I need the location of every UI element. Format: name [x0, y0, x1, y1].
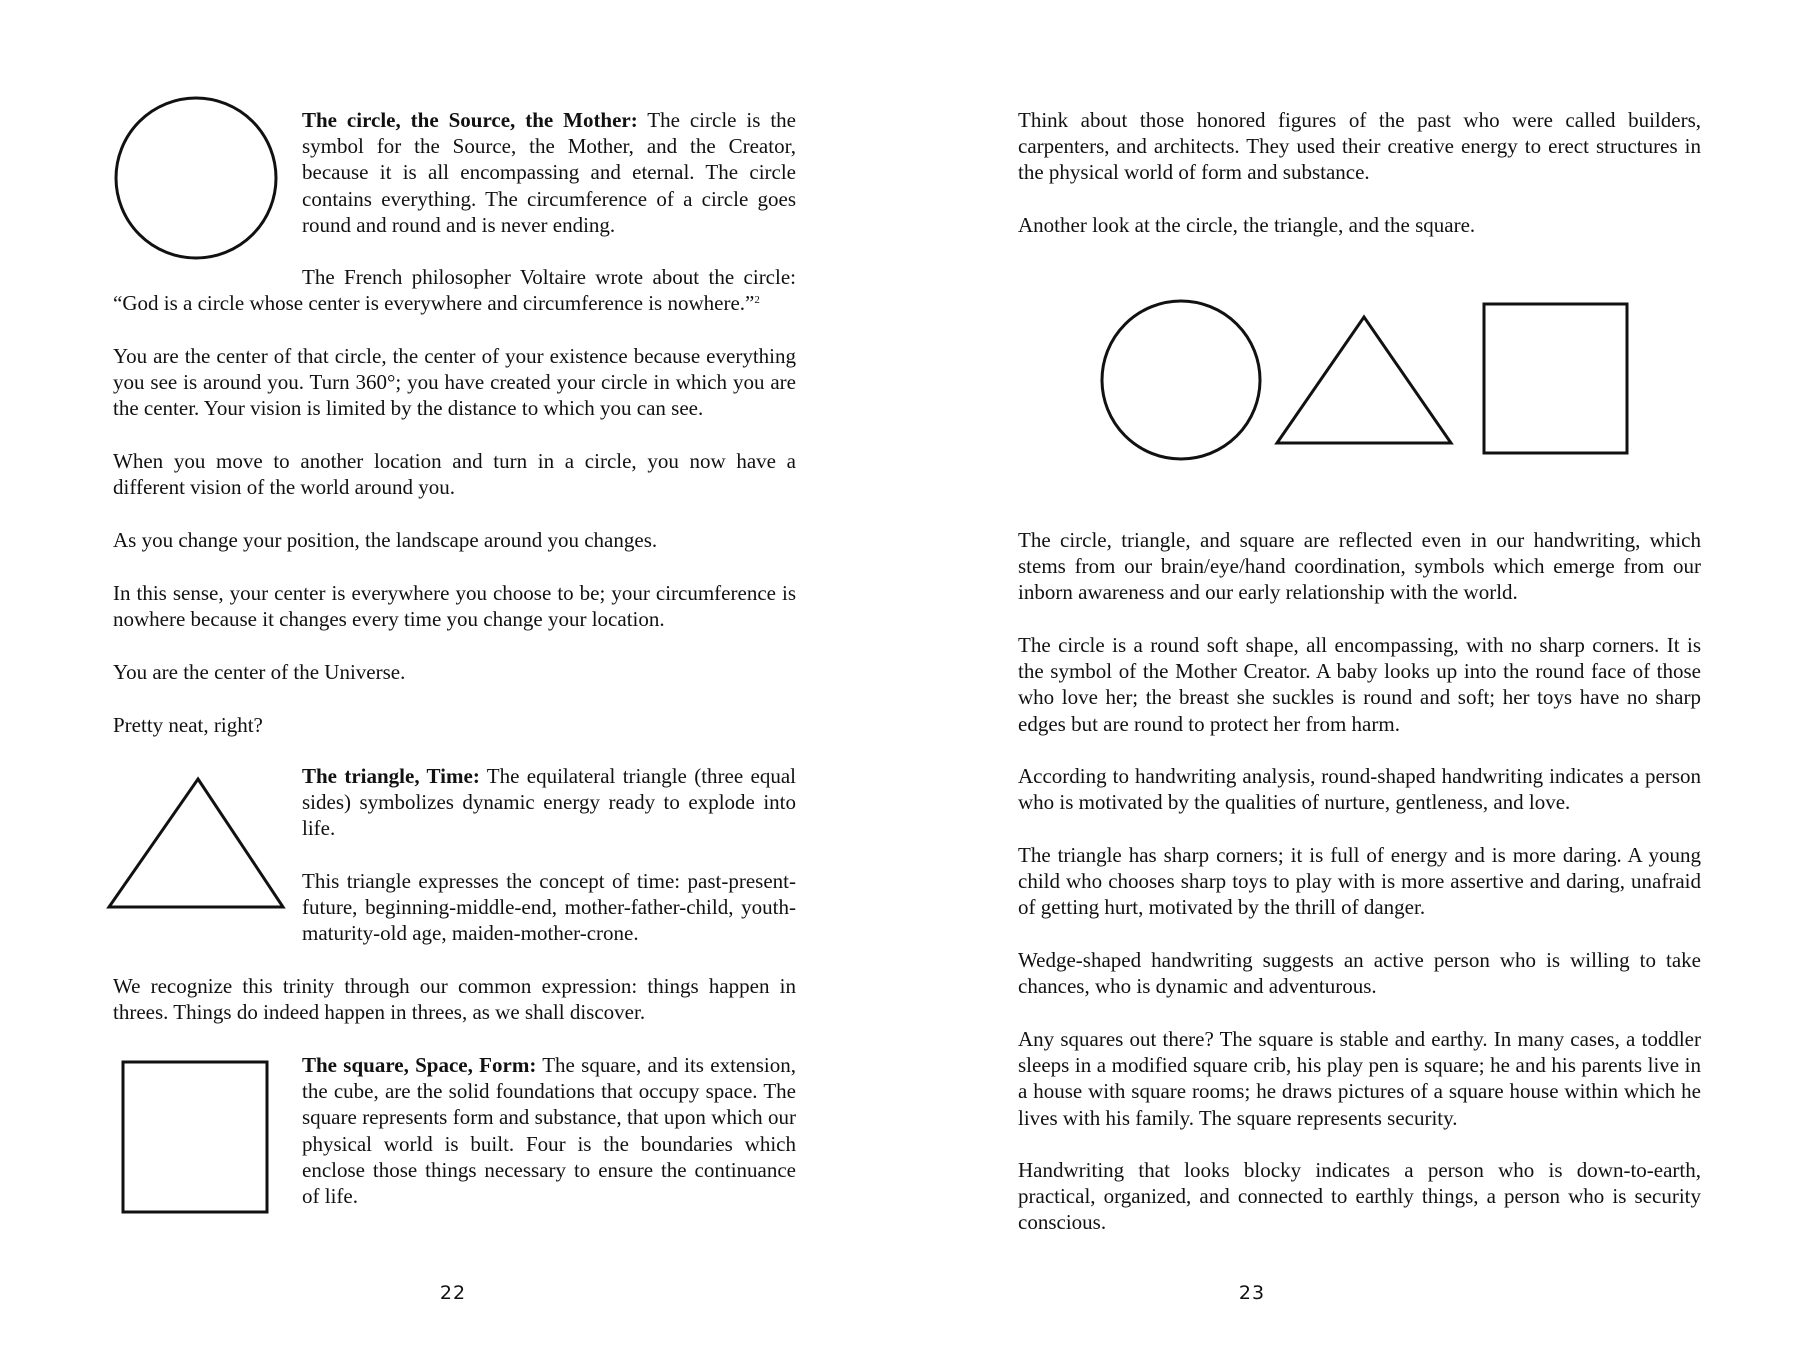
- paragraph-another-look: Another look at the circle, the triangle, and the square.: [1018, 213, 1476, 237]
- triangle-section-body: The equilateral triangle (three equal sides) symbolizes dynamic energy ready to explode into life.: [302, 764, 796, 841]
- circle-section-heading: The circle, the Source, the Mother:: [302, 108, 638, 132]
- square-figure-small: [1482, 302, 1630, 456]
- trinity-paragraph: We recognize this trinity through our common expression: things happen in threes. Things do indeed happen in threes, as we shall discover.: [113, 974, 796, 1025]
- triangle-time-paragraph: This triangle expresses the concept of time: past-present-future, beginning-middle-end, mother-father-child, youth-maturity-old age, maiden-mother-crone.: [302, 869, 796, 946]
- square-section-paragraph: [302, 1052, 796, 1209]
- circle-section-body: The circle is the symbol for the Source, the Mother, and the Creator, because it is all encompassing and eternal. The circle contains everything. The circumference of a circle goes round and round and is never ending.: [302, 108, 796, 237]
- paragraph-blocky-handwriting: Handwriting that looks blocky indicates a person who is down-to-earth, practical, organized, and connected to earthly things, a person who is security conscious.: [1018, 1158, 1701, 1235]
- paragraph-builders: Think about those honored figures of the past who were called builders, carpenters, and architects. They used their creative energy to erect structures in the physical world of form and substance.: [1018, 108, 1701, 185]
- voltaire-quote: The French philosopher Voltaire wrote about the circle: “God is a circle whose center is everywhere and circumference is nowhere.”: [113, 265, 796, 316]
- paragraph-pretty-neat: Pretty neat, right?: [113, 713, 263, 737]
- paragraph-center-of-universe: You are the center of the Universe.: [113, 660, 406, 684]
- triangle-figure-small: [1273, 313, 1455, 448]
- left-page: [0, 0, 900, 1350]
- square-section-body: The square, and its extension, the cube, are the solid foundations that occupy space. The square represents form and substance, that upon which our physical world is built. Four is the boundaries which enclose those things necessary to ensure the continuance of life.: [302, 1053, 796, 1209]
- square-section-heading: The square, Space, Form:: [302, 1053, 537, 1077]
- paragraph-squares: Any squares out there? The square is stable and earthy. In many cases, a toddler sleeps in a modified square crib, his play pen is square; he and his parents live in a house with square rooms; he draws pictures of a square house within which he lives with his family. The square represents security.: [1018, 1027, 1701, 1130]
- paragraph-move-location: When you move to another location and turn in a circle, you now have a different vision of the world around you.: [113, 449, 796, 500]
- paragraph-round-handwriting: According to handwriting analysis, round-shaped handwriting indicates a person who is motivated by the qualities of nurture, gentleness, and love.: [1018, 764, 1701, 815]
- paragraph-wedge-handwriting: Wedge-shaped handwriting suggests an active person who is willing to take chances, who is dynamic and adventurous.: [1018, 948, 1701, 999]
- triangle-figure: [106, 775, 286, 911]
- page-number: 23: [1238, 1282, 1266, 1304]
- paragraph-handwriting-reflection: The circle, triangle, and square are reflected even in our handwriting, which stems from our brain/eye/hand coordination, symbols which emerge from our inborn awareness and our early relationship with the world.: [1018, 528, 1701, 605]
- triangle-section-heading: The triangle, Time:: [302, 764, 480, 788]
- paragraph-triangle-sharp: The triangle has sharp corners; it is full of energy and is more daring. A young child who chooses sharp toys to play with is more assertive and daring, unafraid of getting hurt, motivated by the thrill of danger.: [1018, 843, 1701, 920]
- triangle-section-paragraph: [302, 763, 796, 842]
- circle-figure: [113, 95, 279, 261]
- right-page: [900, 0, 1801, 1350]
- voltaire-paragraph: [113, 264, 796, 316]
- paragraph-change-position: As you change your position, the landscape around you changes.: [113, 528, 658, 552]
- page-number: 22: [439, 1282, 467, 1304]
- paragraph-circle-soft-shape: The circle is a round soft shape, all encompassing, with no sharp corners. It is the symbol of the Mother Creator. A baby looks up into the round face of those who love her; the breast she suckles is round and soft; her toys have no sharp edges but are round to protect her from harm.: [1018, 633, 1701, 736]
- footnote-reference: 2: [754, 294, 760, 307]
- paragraph-center-of-circle: You are the center of that circle, the center of your existence because everything you see is around you. Turn 360°; you have created your circle in which you are the center. Your vision is limited by the distance to which you can see.: [113, 344, 796, 421]
- circle-section-paragraph: [302, 107, 796, 238]
- square-figure: [121, 1060, 271, 1215]
- paragraph-center-everywhere: In this sense, your center is everywhere you choose to be; your circumference is nowhere because it changes every time you change your location.: [113, 581, 796, 632]
- circle-figure-small: [1099, 298, 1263, 462]
